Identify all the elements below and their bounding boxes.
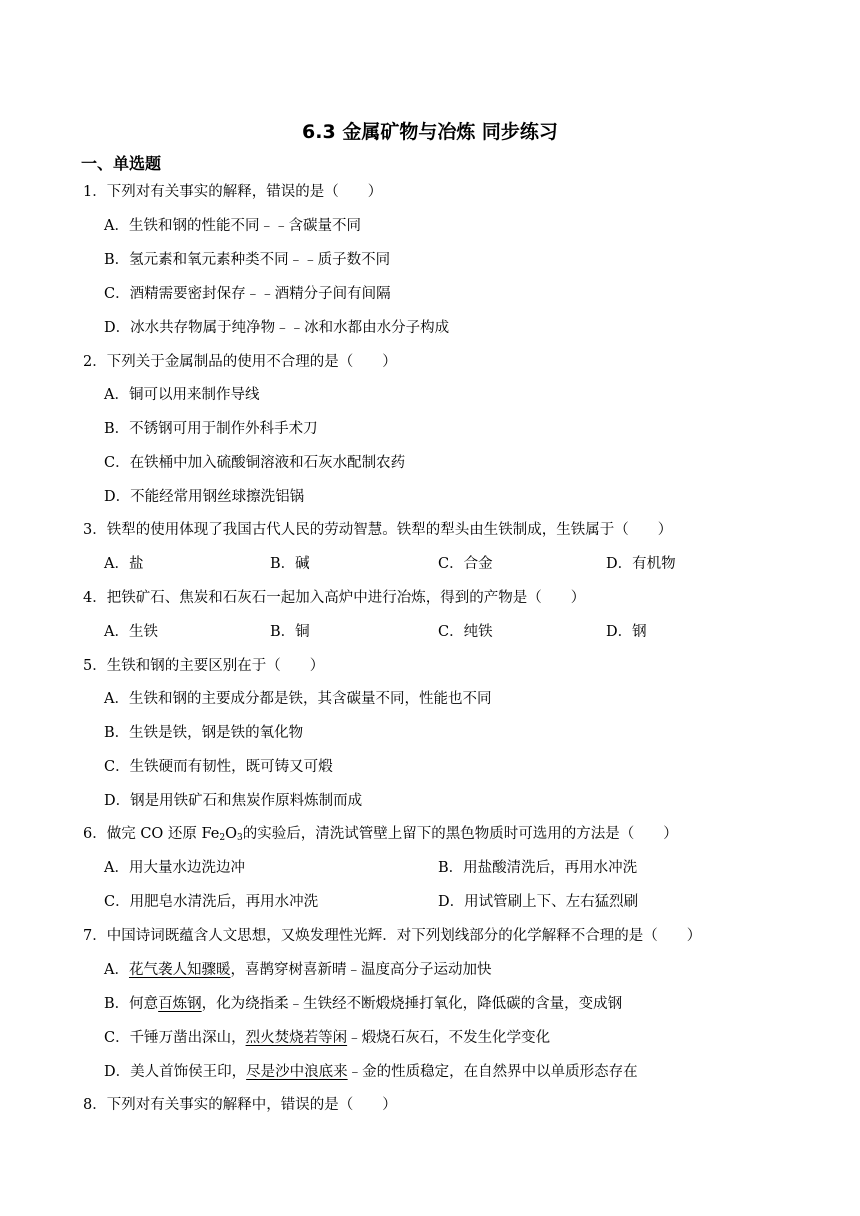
question-6-stem-pre: 6．做完 CO 还原 Fe xyxy=(83,826,220,842)
question-2-option-a: A．铜可以用来制作导线 xyxy=(104,387,260,403)
question-3-option-c: C．合金 xyxy=(438,556,493,572)
question-3-stem: 3．铁犁的使用体现了我国古代人民的劳动智慧。铁犁的犁头由生铁制成，生铁属于（ ） xyxy=(83,522,673,538)
question-7-option-d xyxy=(104,1061,638,1083)
question-1-option-a: A．生铁和钢的性能不同﹣﹣含碳量不同 xyxy=(104,218,361,234)
question-6-stem-mid: O xyxy=(225,826,238,842)
underlined-phrase-d: 尽是沙中浪底来 xyxy=(246,1064,348,1080)
question-2-stem: 2．下列关于金属制品的使用不合理的是（ ） xyxy=(83,354,397,370)
question-3-option-d: D．有机物 xyxy=(606,556,676,572)
question-4-option-a: A．生铁 xyxy=(104,624,158,640)
option-d-prefix: D．美人首饰侯王印， xyxy=(104,1064,247,1080)
question-6-stem-post: 的实验后，清洗试管壁上留下的黑色物质时可选用的方法是（ ） xyxy=(242,826,678,842)
subscript-3: 3 xyxy=(237,833,243,843)
option-b-prefix: B．何意 xyxy=(104,996,159,1012)
question-6-option-d: D．用试管刷上下、左右猛烈刷 xyxy=(438,894,639,910)
subscript-2: 2 xyxy=(219,833,226,843)
question-4-option-c: C．纯铁 xyxy=(438,624,493,640)
question-7-stem: 7．中国诗词既蕴含人文思想，又焕发理性光辉．对下列划线部分的化学解释不合理的是（ ） xyxy=(83,928,702,944)
page-title: 6.3 金属矿物与冶炼 同步练习 xyxy=(302,121,558,143)
question-7-option-c xyxy=(104,1027,550,1049)
section-heading: 一、单选题 xyxy=(81,154,162,173)
question-6-option-b: B．用盐酸清洗后，再用水冲洗 xyxy=(438,860,638,876)
question-1-option-c: C．酒精需要密封保存﹣﹣酒精分子间有间隔 xyxy=(104,286,391,302)
question-4-option-b: B．铜 xyxy=(270,624,310,640)
question-7-option-a xyxy=(104,959,491,981)
question-7-option-b xyxy=(104,993,622,1015)
option-b-text: ，化为绕指柔﹣生铁经不断煅烧捶打氧化，降低碳的含量，变成钢 xyxy=(201,996,623,1012)
question-6-option-a: A．用大量水边洗边冲 xyxy=(104,860,245,876)
question-6-option-c: C．用肥皂水清洗后，再用水冲洗 xyxy=(104,894,319,910)
option-c-prefix: C．千锤万凿出深山， xyxy=(104,1030,246,1046)
question-2-option-c: C．在铁桶中加入硫酸铜溶液和石灰水配制农药 xyxy=(104,455,406,471)
underlined-phrase-c: 烈火焚烧若等闲 xyxy=(245,1030,348,1046)
question-6-stem xyxy=(83,823,678,845)
question-1-stem: 1．下列对有关事实的解释，错误的是（ ） xyxy=(83,184,383,200)
underlined-phrase-a: 花气袭人知骤暖 xyxy=(128,962,231,978)
question-2-option-d: D．不能经常用钢丝球擦洗铝锅 xyxy=(104,489,305,505)
option-d-text: ﹣金的性质稳定，在自然界中以单质形态存在 xyxy=(347,1064,638,1080)
question-3-option-a: A．盐 xyxy=(104,556,144,572)
question-4-stem: 4．把铁矿石、焦炭和石灰石一起加入高炉中进行冶炼，得到的产物是（ ） xyxy=(83,590,586,606)
question-5-option-b: B．生铁是铁，钢是铁的氧化物 xyxy=(104,725,304,741)
question-5-stem: 5．生铁和钢的主要区别在于（ ） xyxy=(83,658,325,674)
question-1-option-d: D．冰水共存物属于纯净物﹣﹣冰和水都由水分子构成 xyxy=(104,320,450,336)
underlined-phrase-b: 百炼钢 xyxy=(158,996,202,1012)
question-4-option-d: D．钢 xyxy=(606,624,647,640)
question-5-option-d: D．钢是用铁矿石和焦炭作原料炼制而成 xyxy=(104,793,363,809)
question-8-stem: 8．下列对有关事实的解释中，错误的是（ ） xyxy=(83,1097,397,1113)
option-a-prefix: A． xyxy=(104,962,129,978)
question-3-option-b: B．碱 xyxy=(270,556,310,572)
option-a-text: ，喜鹊穿树喜新晴﹣温度高分子运动加快 xyxy=(230,962,492,978)
question-5-option-c: C．生铁硬而有韧性，既可铸又可煅 xyxy=(104,759,333,775)
option-c-text: ﹣煅烧石灰石，不发生化学变化 xyxy=(347,1030,551,1046)
question-1-option-b: B．氢元素和氧元素种类不同﹣﹣质子数不同 xyxy=(104,252,391,268)
question-2-option-b: B．不锈钢可用于制作外科手术刀 xyxy=(104,421,318,437)
question-5-option-a: A．生铁和钢的主要成分都是铁，其含碳量不同，性能也不同 xyxy=(104,691,492,707)
